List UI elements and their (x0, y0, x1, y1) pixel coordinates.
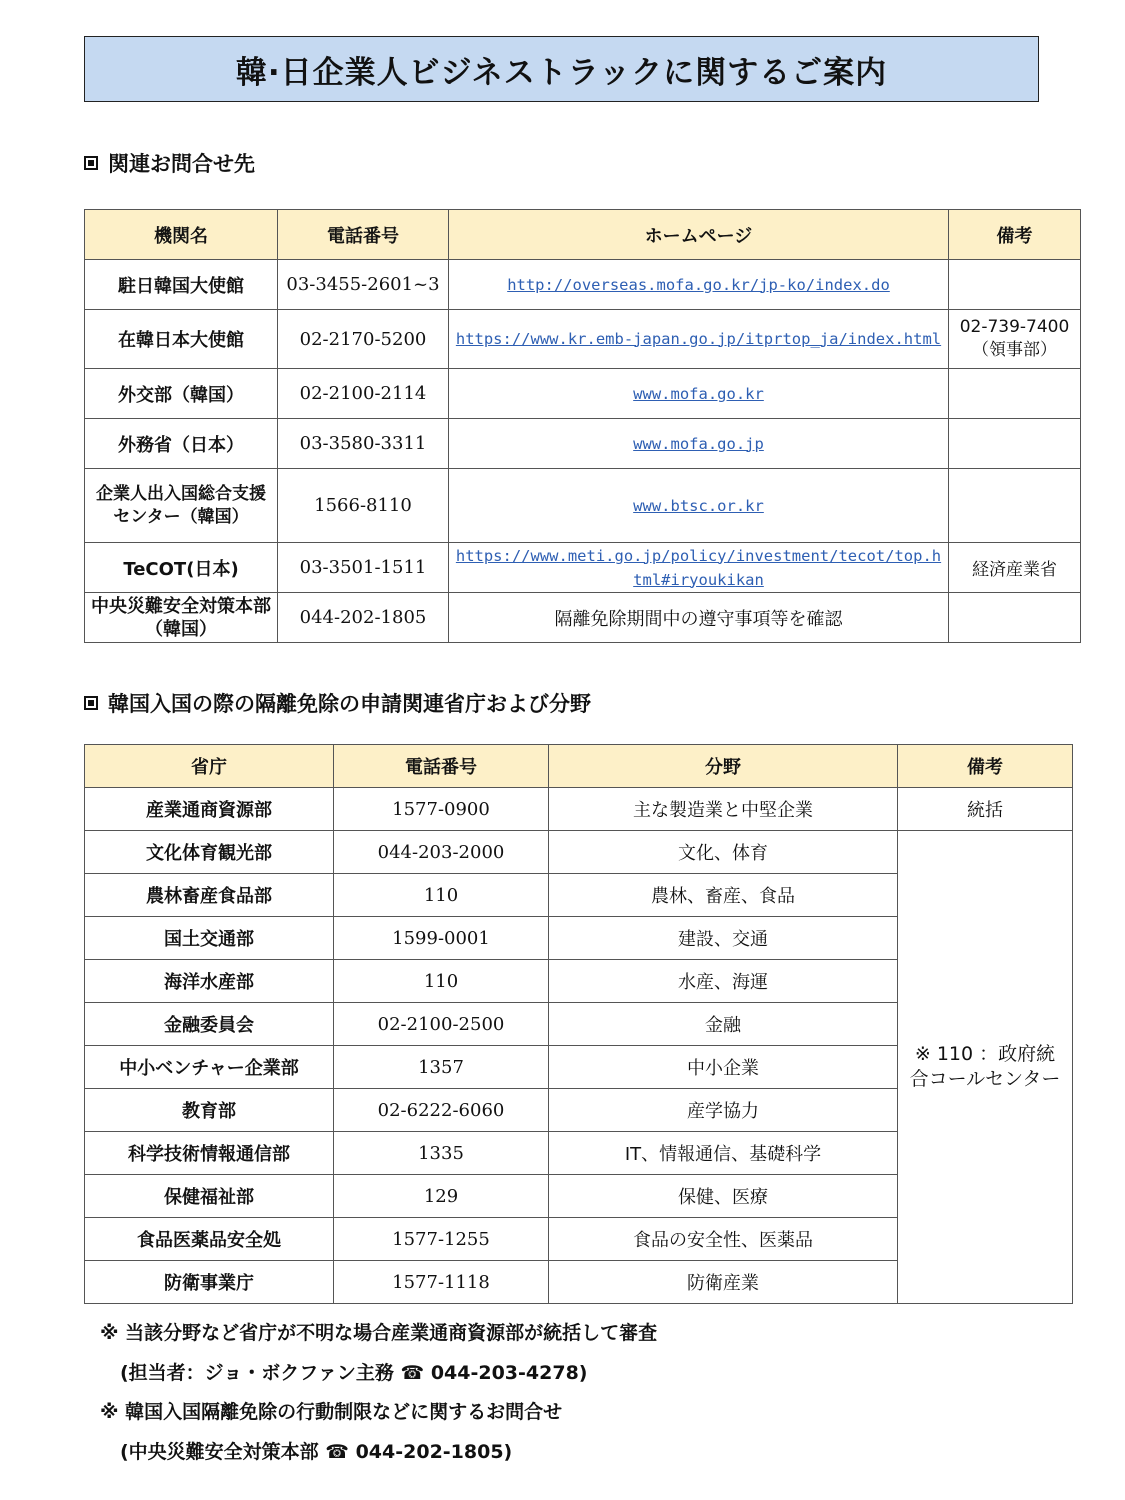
field: 主な製造業と中堅企業 (549, 788, 898, 831)
table-row (85, 831, 1073, 874)
table-header-row (85, 210, 1081, 260)
ministry-name: 農林畜産食品部 (85, 874, 334, 917)
field: 食品の安全性、医薬品 (549, 1218, 898, 1261)
section-heading-ministries: 韓国入国の際の隔離免除の申請関連省庁および分野 (84, 688, 591, 718)
phone: 1577-1255 (334, 1218, 549, 1261)
field: 保健、医療 (549, 1175, 898, 1218)
remarks: 統括 (898, 788, 1073, 831)
phone: 02-6222-6060 (334, 1089, 549, 1132)
table-row (85, 469, 1081, 543)
phone: 02-2100-2500 (334, 1003, 549, 1046)
document-title: 韓·日企業人ビジネストラックに関するご案内 (235, 54, 888, 91)
phone: 129 (334, 1175, 549, 1218)
table-header-row (85, 745, 1073, 788)
field: 防衛産業 (549, 1261, 898, 1304)
field: 金融 (549, 1003, 898, 1046)
remarks (949, 260, 1081, 310)
homepage-text: 隔離免除期間中の遵守事項等を確認 (449, 593, 949, 643)
contacts-table (84, 209, 1081, 643)
phone: 03-3580-3311 (278, 419, 449, 469)
phone: 1577-0900 (334, 788, 549, 831)
homepage-link[interactable]: https://www.meti.go.jp/policy/investment/tecot/top.html#iryoukikan (449, 543, 949, 593)
phone: 03-3455-2601~3 (278, 260, 449, 310)
document-title-box (84, 36, 1039, 102)
remarks (949, 593, 1081, 643)
ministry-name: 金融委員会 (85, 1003, 334, 1046)
col-header: 備考 (898, 745, 1073, 788)
org-name: 企業人出入国総合支援センター（韓国） (85, 469, 278, 543)
table-row (85, 310, 1081, 369)
phone: 110 (334, 960, 549, 1003)
ministry-name: 食品医薬品安全処 (85, 1218, 334, 1261)
ministry-name: 教育部 (85, 1089, 334, 1132)
org-name: 中央災難安全対策本部（韓国） (85, 593, 278, 643)
phone: 1566-8110 (278, 469, 449, 543)
ministry-name: 中小ベンチャー企業部 (85, 1046, 334, 1089)
remarks: 02-739-7400（領事部） (949, 310, 1081, 369)
phone: 02-2170-5200 (278, 310, 449, 369)
org-name: TeCOT(日本) (85, 543, 278, 593)
col-header: ホームページ (449, 210, 949, 260)
footnote-1: ※ 当該分野など省庁が不明な場合産業通商資源部が統括して審査 (100, 1322, 658, 1344)
field: 建設、交通 (549, 917, 898, 960)
footnote-contact-1: (担当者：ジョ・ボクファン主務 ☎ 044-203-4278) (120, 1362, 588, 1384)
table-row (85, 788, 1073, 831)
phone: 044-203-2000 (334, 831, 549, 874)
footnote-contact-2: (中央災難安全対策本部 ☎ 044-202-1805) (120, 1441, 513, 1463)
homepage-link[interactable]: www.mofa.go.jp (449, 419, 949, 469)
field: 水産、海運 (549, 960, 898, 1003)
phone: 1335 (334, 1132, 549, 1175)
merged-remarks: ※ 110 ：政府統合コールセンター (898, 831, 1073, 1304)
org-name: 外務省（日本） (85, 419, 278, 469)
square-bullet-icon (84, 696, 98, 710)
org-name: 在韓日本大使館 (85, 310, 278, 369)
col-header: 電話番号 (278, 210, 449, 260)
remarks (949, 469, 1081, 543)
phone: 1357 (334, 1046, 549, 1089)
ministry-name: 文化体育観光部 (85, 831, 334, 874)
col-header: 分野 (549, 745, 898, 788)
homepage-link[interactable]: https://www.kr.emb-japan.go.jp/itprtop_ja/index.html (449, 310, 949, 369)
remarks (949, 369, 1081, 419)
ministry-name: 産業通商資源部 (85, 788, 334, 831)
section-heading-contacts: 関連お問合せ先 (84, 148, 255, 178)
homepage-link[interactable]: http://overseas.mofa.go.kr/jp-ko/index.do (449, 260, 949, 310)
org-name: 外交部（韓国） (85, 369, 278, 419)
table-row (85, 593, 1081, 643)
ministry-name: 科学技術情報通信部 (85, 1132, 334, 1175)
ministry-name: 保健福祉部 (85, 1175, 334, 1218)
phone: 1577-1118 (334, 1261, 549, 1304)
col-header: 省庁 (85, 745, 334, 788)
remarks (949, 419, 1081, 469)
phone: 1599-0001 (334, 917, 549, 960)
phone: 110 (334, 874, 549, 917)
field: 産学協力 (549, 1089, 898, 1132)
phone: 02-2100-2114 (278, 369, 449, 419)
phone: 03-3501-1511 (278, 543, 449, 593)
ministries-table (84, 744, 1073, 1304)
table-row (85, 419, 1081, 469)
field: 農林、畜産、食品 (549, 874, 898, 917)
phone: 044-202-1805 (278, 593, 449, 643)
ministry-name: 防衛事業庁 (85, 1261, 334, 1304)
remarks: 経済産業省 (949, 543, 1081, 593)
homepage-link[interactable]: www.mofa.go.kr (449, 369, 949, 419)
ministry-name: 海洋水産部 (85, 960, 334, 1003)
col-header: 機関名 (85, 210, 278, 260)
ministry-name: 国土交通部 (85, 917, 334, 960)
field: 文化、体育 (549, 831, 898, 874)
homepage-link[interactable]: www.btsc.or.kr (449, 469, 949, 543)
footnote-2: ※ 韓国入国隔離免除の行動制限などに関するお問合せ (100, 1401, 563, 1423)
org-name: 駐日韓国大使館 (85, 260, 278, 310)
table-row (85, 369, 1081, 419)
col-header: 電話番号 (334, 745, 549, 788)
square-bullet-icon (84, 156, 98, 170)
field: 中小企業 (549, 1046, 898, 1089)
table-row (85, 260, 1081, 310)
col-header: 備考 (949, 210, 1081, 260)
field: IT、情報通信、基礎科学 (549, 1132, 898, 1175)
table-row (85, 543, 1081, 593)
